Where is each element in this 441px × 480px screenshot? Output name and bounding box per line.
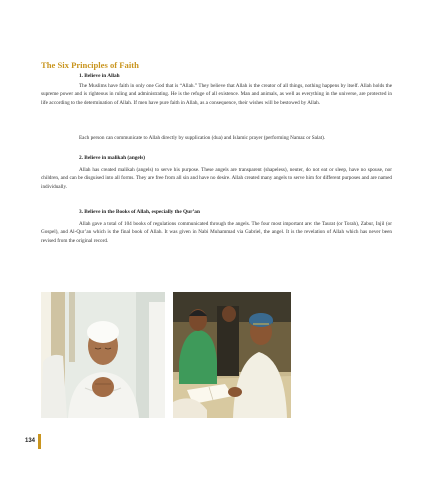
principle-1-paragraph-1: The Muslims have faith in only one God that is “Allah.” They believe that Allah is the creator of all things, nothing happens by itself. Allah holds the supreme power and is righteous in ruling and administrating. He is the refuge of all existence. Man and animals, as well as everything in the universe, are protected in life according to the determination of Allah. If men have pure faith in Allah, as a consequence, their wishes will be bestowed by Allah. xyxy=(41,83,392,106)
section-title: The Six Principles of Faith xyxy=(41,60,139,70)
photo-boy-praying xyxy=(41,292,165,418)
principle-3-paragraph-1: Allah gave a total of 104 books of regulations communicated through the angels. The four most important are: the Taurat (or Torah), Zabur, Injil (or Gospel), and Al-Qur’an which is the final book of Allah. It was given in Nabi Muhammad via Gabriel, the angel. It is the revelation of Allah which has never been revised from the original record. xyxy=(41,221,392,244)
principle-3-heading: 3. Believe in the Books of Allah, especially the Qur’an xyxy=(79,209,200,215)
page-number-bar xyxy=(38,434,41,449)
principle-1-heading: 1. Believe in Allah xyxy=(79,73,120,79)
photo-men-reading xyxy=(173,292,291,418)
principle-1-paragraph-2: Each person can communicate to Allah directly by supplication (dua) and Islamic prayer (performing Namaz or Salat). xyxy=(79,135,326,141)
principle-2-heading: 2. Believe in malikah (angels) xyxy=(79,155,146,161)
page-number: 134 xyxy=(25,438,36,444)
principle-2-paragraph-1: Allah has created malikah (angels) to serve his purpose. These angels are transparent (shapeless), neuter, do not eat or sleep, have no spouse, nor children, and can be disguised into all forms. They are free from all sin and have no desire. Allah created many angels to serve him for different purposes and are named individually. xyxy=(41,167,392,190)
